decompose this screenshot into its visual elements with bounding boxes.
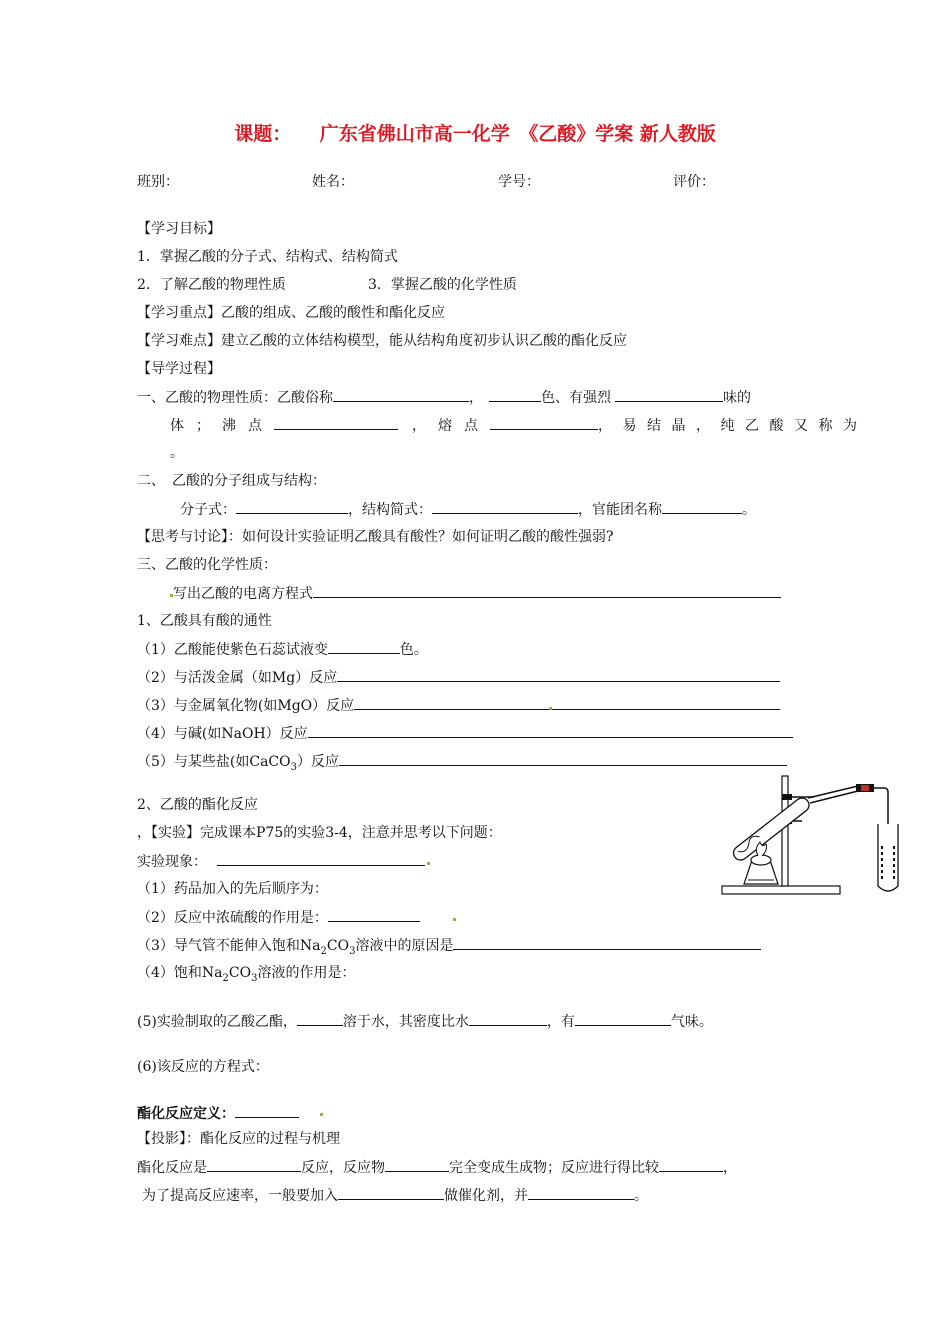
blank-solubility[interactable] (297, 1011, 343, 1026)
structure-heading: 二、 乙酸的分子组成与结构： (137, 473, 326, 489)
page-title: 课题： 广东省佛山市高一化学 《乙酸》学案 新人教版 (234, 123, 716, 145)
blank-boiling-point[interactable] (274, 415, 398, 430)
blank-density[interactable] (469, 1011, 547, 1026)
blank-sulfuric-role[interactable] (328, 907, 420, 922)
key-point: 【学习重点】乙酸的组成、乙酸的酸性和酯化反应 (137, 305, 445, 321)
experiment-line: ，【实验】完成课本P75的实验3-4，注意并思考以下问题： (137, 825, 502, 841)
blank-reactant-extent[interactable] (385, 1157, 449, 1172)
physical-properties-line1: 一、乙酸的物理性质：乙酸俗称 ， 色、有强烈 味的 (137, 387, 751, 408)
blank-formula[interactable] (236, 499, 348, 514)
phenomenon-line: 实验现象： (137, 851, 425, 872)
eval-label: 评价： (673, 174, 715, 190)
litmus-line: （1）乙酸能使紫色石蕊试液变 色。 (137, 639, 428, 660)
physical-properties-line3: 。 (170, 445, 184, 461)
blank-phenomenon[interactable] (217, 851, 425, 866)
chemical-properties-heading: 三、乙酸的化学性质： (137, 557, 277, 573)
difficulty: 【学习难点】建立乙酸的立体结构模型，能从结构角度初步认识乙酸的酯化反应 (137, 333, 627, 349)
class-label: 班别： (137, 174, 179, 190)
objectives-heading: 【学习目标】 (137, 221, 221, 237)
number-label: 学号： (498, 174, 540, 190)
blank-structure[interactable] (432, 499, 578, 514)
esterification-heading: 2、乙酸的酯化反应 (137, 797, 258, 813)
blank-litmus-color[interactable] (328, 639, 400, 654)
blank-metal-reaction[interactable] (337, 667, 780, 682)
projection-line: 【投影】：酯化反应的过程与机理 (137, 1131, 340, 1147)
metal-reaction-line: （2）与活泼金属（如Mg）反应 (137, 667, 780, 688)
mechanism-line1: 酯化反应是 反应，反应物 完全变成生成物；反应进行得比较 ， (137, 1157, 737, 1178)
blank-odor-type[interactable] (575, 1011, 671, 1026)
blank-common-name[interactable] (333, 387, 469, 402)
ionization-line: 写出乙酸的电离方程式 (173, 583, 781, 604)
blank-oxide-reaction[interactable] (354, 695, 780, 710)
blank-rate[interactable] (659, 1157, 723, 1172)
blank-reaction-type[interactable] (207, 1157, 301, 1172)
objective-1: 1．掌握乙酸的分子式、结构式、结构简式 (137, 249, 398, 265)
oxide-reaction-line: （3）与金属氧化物(如MgO）反应 (137, 695, 780, 716)
name-label: 姓名： (312, 174, 354, 190)
blank-odor[interactable] (615, 387, 723, 402)
blank-base-reaction[interactable] (308, 723, 793, 738)
physical-properties-line2: 体；沸点 ，熔点 ，易结晶，纯乙酸又称为 (170, 415, 868, 436)
objective-2: 2．了解乙酸的物理性质 (137, 277, 286, 293)
mechanism-line2: 为了提高反应速率，一般要加入 做催化剂，并 。 (142, 1185, 648, 1206)
question-6: (6)该反应的方程式： (137, 1059, 269, 1075)
blank-tube-reason[interactable] (453, 935, 761, 950)
definition-line: 酯化反应定义： (137, 1103, 299, 1124)
question-4: （4）饱和$Na_2CO_3$溶液的作用是： (137, 965, 356, 984)
blank-catalyst[interactable] (338, 1185, 444, 1200)
blank-melting-point[interactable] (490, 415, 598, 430)
base-reaction-line: （4）与碱(如NaOH）反应 (137, 723, 793, 744)
objective-3: 3．掌握乙酸的化学性质 (368, 277, 517, 293)
acid-properties-heading: 1、乙酸具有酸的通性 (137, 613, 272, 629)
blank-ionization[interactable] (313, 583, 781, 598)
process-heading: 【导学过程】 (137, 361, 221, 377)
structure-line: 分子式： ，结构简式： ，官能团名称 。 (180, 499, 756, 520)
esterification-apparatus-figure (718, 772, 900, 900)
blank-salt-reaction[interactable] (339, 751, 787, 766)
question-2: （2）反应中浓硫酸的作用是： (137, 907, 420, 928)
question-5: (5)实验制取的乙酸乙酯， 溶于水，其密度比水 ，有 气味。 (137, 1011, 713, 1032)
blank-definition[interactable] (235, 1103, 299, 1118)
blank-functional-group[interactable] (662, 499, 742, 514)
question-3: （3）导气管不能伸入饱和$Na_2CO_3$溶液中的原因是 (137, 935, 761, 956)
blank-condition[interactable] (528, 1185, 634, 1200)
question-1: （1）药品加入的先后顺序为： (137, 881, 328, 897)
discussion: 【思考与讨论】：如何设计实验证明乙酸具有酸性？如何证明乙酸的酸性强弱? (137, 529, 614, 545)
blank-color[interactable] (489, 387, 541, 402)
salt-reaction-line: （5）与某些盐(如CaCO$_3$）反应 (137, 751, 787, 772)
